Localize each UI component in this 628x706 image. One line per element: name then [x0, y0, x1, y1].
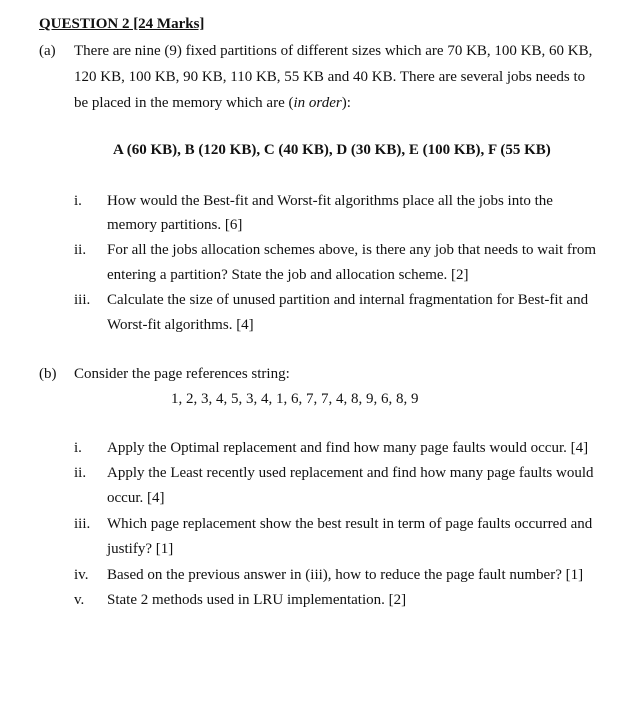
part-a-item-2-line-1: For all the jobs allocation schemes above, is there any job that needs to wait from: [107, 242, 597, 258]
part-a-intro-line-2: 120 KB, 100 KB, 90 KB, 110 KB, 55 KB and 40 KB. There are several jobs needs to: [74, 69, 586, 85]
part-b-item-5-num: v.: [74, 592, 85, 608]
part-a-label: (a): [39, 43, 56, 59]
part-b-item-3-line-2: justify? [1]: [107, 541, 174, 557]
part-a-intro-line-3: be placed in the memory which are (in order):: [74, 95, 351, 111]
part-b-item-3-line-1: Which page replacement show the best result in term of page faults occurred and: [107, 516, 593, 532]
part-b-item-2-line-1: Apply the Least recently used replacement and find how many page faults would: [107, 465, 594, 481]
part-a-item-2-line-2: entering a partition? State the job and allocation scheme. [2]: [107, 267, 469, 283]
part-a-item-3-line-1: Calculate the size of unused partition and internal fragmentation for Best-fit and: [107, 292, 589, 308]
part-a-item-3-num: iii.: [74, 292, 91, 308]
part-b-label: (b): [39, 366, 57, 382]
part-b-item-1-line-1: Apply the Optimal replacement and find how many page faults would occur. [4]: [107, 440, 589, 456]
part-b-item-4-num: iv.: [74, 567, 89, 583]
part-b-item-2-line-2: occur. [4]: [107, 490, 165, 506]
part-a-item-3-line-2: Worst-fit algorithms. [4]: [107, 317, 254, 333]
part-b-item-3-num: iii.: [74, 516, 91, 532]
jobs-list: A (60 KB), B (120 KB), C (40 KB), D (30 KB), E (100 KB), F (55 KB): [113, 142, 551, 158]
part-a-item-1-num: i.: [74, 193, 82, 209]
part-b-intro: Consider the page references string:: [74, 366, 290, 382]
part-b-item-1-num: i.: [74, 440, 82, 456]
page-reference-string: 1, 2, 3, 4, 5, 3, 4, 1, 6, 7, 7, 4, 8, 9, 6, 8, 9: [171, 391, 419, 407]
part-b-item-5-line-1: State 2 methods used in LRU implementation. [2]: [107, 592, 407, 608]
part-a-intro-line-1: There are nine (9) fixed partitions of different sizes which are 70 KB, 100 KB, 60 KB,: [74, 43, 593, 59]
part-a-item-1-line-1: How would the Best-fit and Worst-fit algorithms place all the jobs into the: [107, 193, 553, 209]
part-a-item-2-num: ii.: [74, 242, 87, 258]
question-heading: QUESTION 2 [24 Marks]: [39, 16, 205, 32]
part-b-item-4-line-1: Based on the previous answer in (iii), how to reduce the page fault number? [1]: [107, 567, 584, 583]
part-b-item-2-num: ii.: [74, 465, 87, 481]
part-a-item-1-line-2: memory partitions. [6]: [107, 217, 243, 233]
